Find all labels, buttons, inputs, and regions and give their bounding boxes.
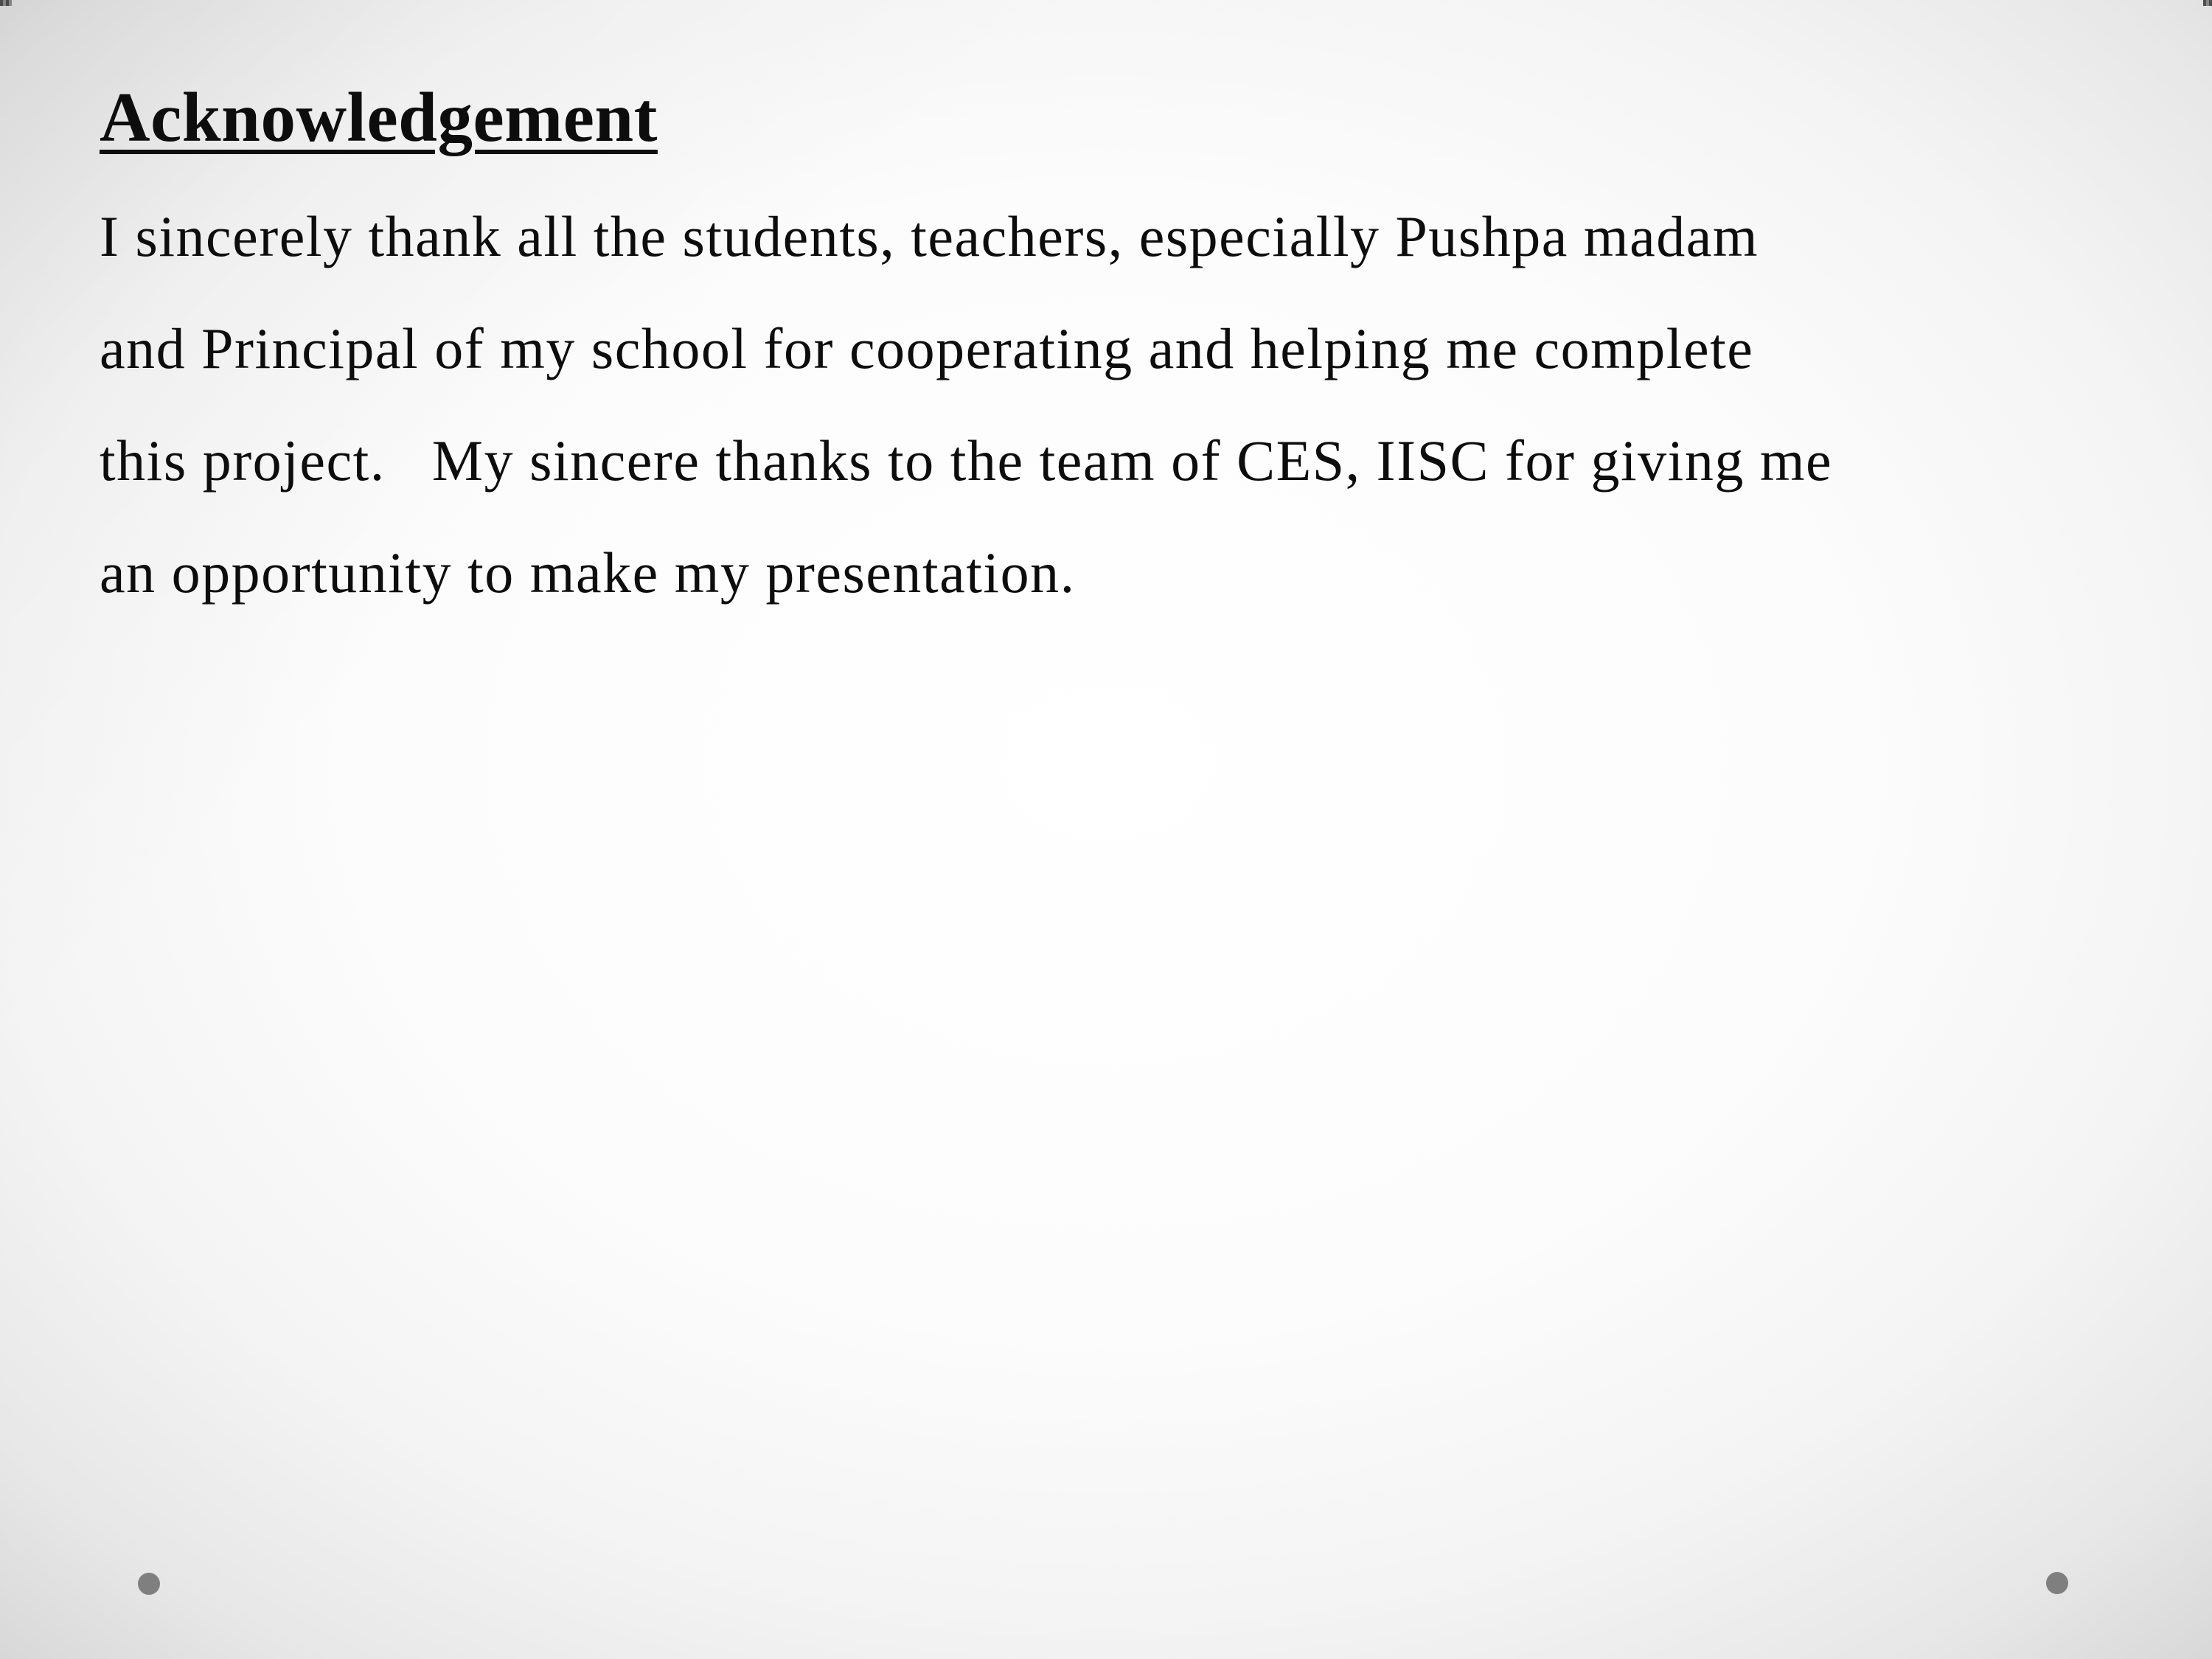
slide-title: Acknowledgement xyxy=(100,78,658,156)
top-right-corner-artifact xyxy=(2203,0,2212,6)
bottom-right-decorative-dot xyxy=(2046,1572,2068,1594)
paragraph-line-3: this project. My sincere thanks to the team of CES, IISC for giving me xyxy=(100,428,1833,493)
bottom-left-decorative-dot xyxy=(138,1573,160,1595)
paragraph-line-4: an opportunity to make my presentation. xyxy=(100,540,1076,605)
paragraph-line-2: and Principal of my school for cooperating and helping me complete xyxy=(100,316,1754,380)
paragraph-line-1: I sincerely thank all the students, teachers, especially Pushpa madam xyxy=(100,204,1759,268)
top-left-corner-artifact xyxy=(0,0,12,6)
acknowledgement-paragraph xyxy=(100,181,2105,629)
